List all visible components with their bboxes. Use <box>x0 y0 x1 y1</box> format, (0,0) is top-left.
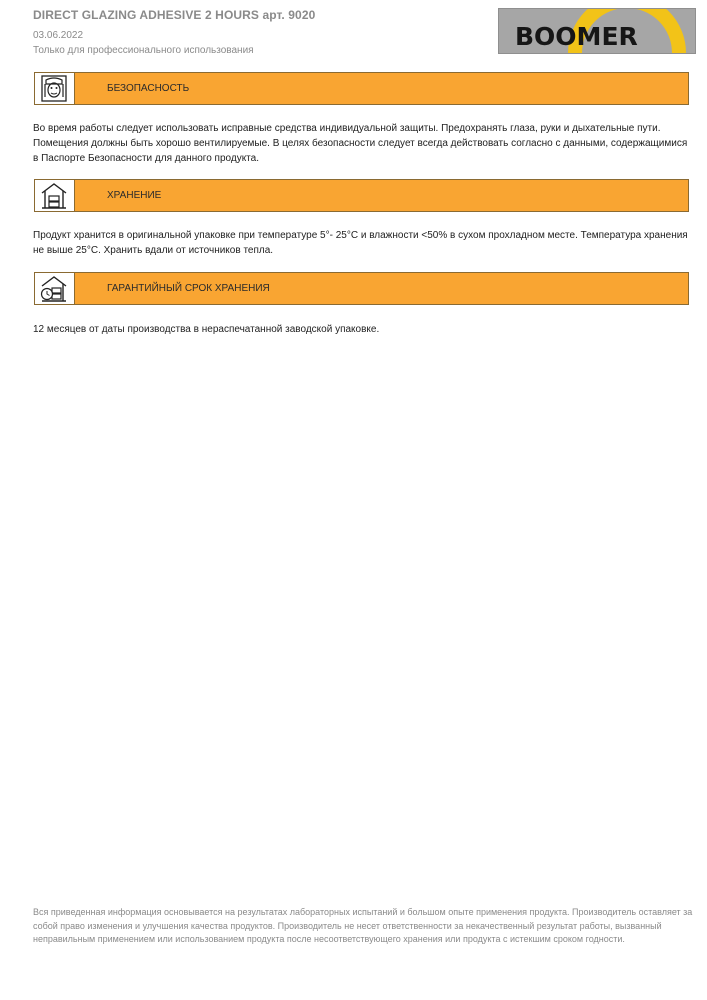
section-text-storage: Продукт хранится в оригинальной упаковке при температуре 5°- 25°C и влажности <50% в сухом прохладном месте. Температура хранения не выше 25°C. Хранить вдали от источников тепла. <box>33 230 688 256</box>
section-text-shelf-life: 12 месяцев от даты производства в нераспечатанной заводской упаковке. <box>33 324 380 335</box>
boomer-logo <box>498 8 696 54</box>
section-bar-storage <box>34 179 689 212</box>
warehouse-icon <box>35 180 75 211</box>
disclaimer-footer: Вся приведенная информация основывается на результатах лабораторных испытаний и большом опыте применения продукта. Производитель оставляет за собой право изменения и улучшения качества продуктов. Производитель не несет ответственности за некачественный результат работы, вызванный неправильным применением или использованием продукта после несоответствующего хранения или продукта с истекшим сроком годности. <box>33 907 693 944</box>
storage-clock-icon <box>35 273 75 304</box>
section-label-shelf-life: ГАРАНТИЙНЫЙ СРОК ХРАНЕНИЯ <box>107 283 270 294</box>
section-text-safety: Во время работы следует использовать исправные средства индивидуальной защиты. Предохранять глаза, руки и дыхательные пути. Помещения должны быть хорошо вентилируемые. В целях безопасности следует всегда действовать согласно с данными, содержащимися в Паспорте Безопасности для данного продукта. <box>33 123 688 164</box>
section-label-storage: ХРАНЕНИЕ <box>107 190 162 201</box>
section-bar-shelf-life <box>34 272 689 305</box>
face-shield-icon <box>35 73 75 104</box>
document-date: 03.06.2022 <box>33 30 84 41</box>
document-header <box>33 8 493 56</box>
product-title: DIRECT GLAZING ADHESIVE 2 HOURS арт. 9020 <box>33 8 316 22</box>
document-subtitle: Только для профессионального использования <box>33 45 254 56</box>
section-label-safety: БЕЗОПАСНОСТЬ <box>107 83 190 94</box>
logo-text: BOOMER <box>515 22 638 51</box>
section-bar-safety <box>34 72 689 105</box>
